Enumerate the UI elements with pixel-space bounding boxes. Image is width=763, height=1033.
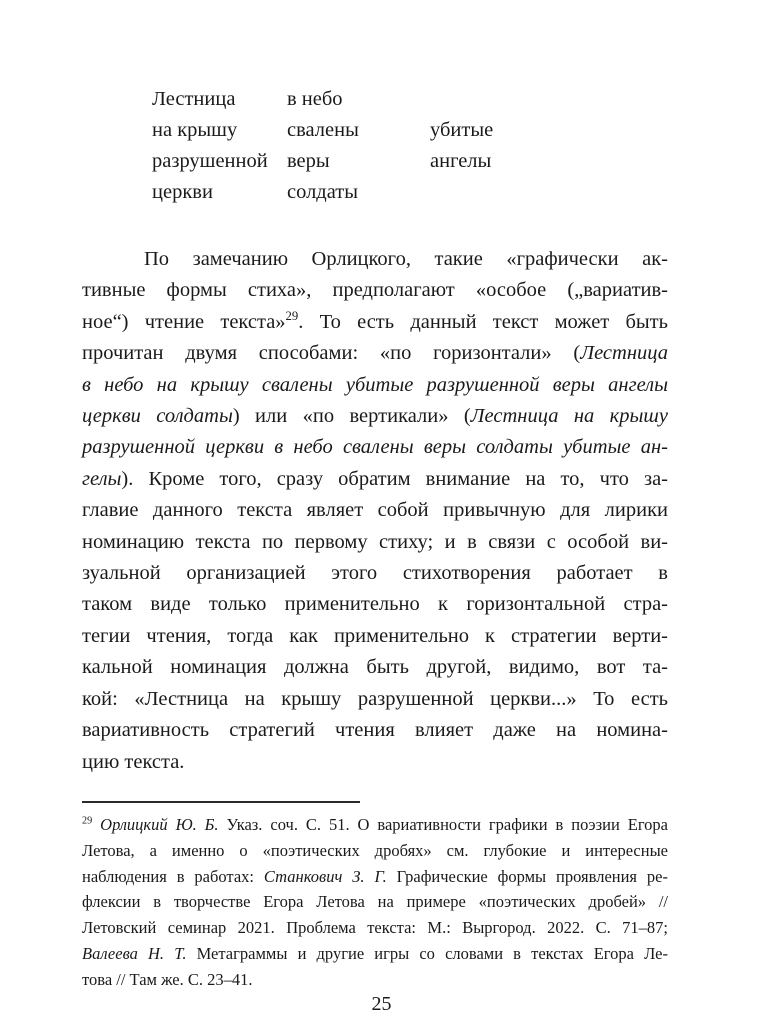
- text-run: зуальной организацией этого стихотворения работает в: [82, 562, 668, 585]
- text-line: [82, 684, 668, 715]
- text-run: ). Кроме того, сразу обратим внимание на то, что за-: [121, 467, 668, 490]
- text-line: [82, 338, 668, 369]
- text-run: [92, 815, 100, 834]
- text-run: кой: «Лестница на крышу разрушенной церкви...» То есть: [82, 687, 668, 710]
- poem-word: Лестница: [152, 88, 236, 110]
- footnote-marker: 29: [82, 815, 93, 827]
- text-line: [82, 370, 668, 401]
- text-line: [82, 244, 668, 275]
- poem-word: в небо: [287, 88, 343, 110]
- text-run: наблюдения в работах:: [82, 866, 264, 886]
- text-run: разрушенной церкви в небо свалены веры солдаты убитые ан-: [82, 436, 668, 459]
- text-run: таком виде только применительно к горизонтальной стра-: [82, 593, 668, 616]
- text-line: [82, 747, 668, 778]
- footnote-text: [82, 812, 668, 993]
- text-line: [82, 838, 668, 864]
- text-run: По замечанию Орлицкого, такие «графически ак-: [144, 248, 668, 270]
- poem-word: церкви: [152, 181, 213, 203]
- text-line: [82, 915, 668, 941]
- body-paragraph: [82, 244, 668, 778]
- text-line: [82, 275, 668, 306]
- text-run: гелы: [82, 467, 122, 490]
- poem-word: солдаты: [287, 181, 359, 203]
- text-line: [82, 889, 668, 915]
- poem-word: убитые: [430, 119, 494, 141]
- footnote-separator: [82, 801, 360, 803]
- text-line: [82, 941, 668, 967]
- text-run: цию текста.: [82, 750, 185, 773]
- poem-word: разрушенной: [152, 150, 268, 172]
- text-run: Метаграммы и другие игры со словами в текстах Егора Ле-: [186, 943, 668, 963]
- footnote-marker: 29: [285, 308, 299, 323]
- poem-word: [430, 177, 493, 208]
- text-run: тегии чтения, тогда как применительно к стратегии верти-: [82, 624, 668, 647]
- text-line: [82, 495, 668, 526]
- poem-row: [152, 146, 493, 177]
- text-run: Летова, а именно о «поэтических дробях» см. глубокие и интересные: [82, 840, 668, 860]
- text-run: Станкович З. Г.: [263, 866, 387, 886]
- text-line: [82, 812, 668, 838]
- text-line: [82, 432, 668, 463]
- text-line: [82, 401, 668, 432]
- text-line: [82, 589, 668, 620]
- text-run: Лестница: [580, 342, 668, 365]
- text-run: ное“) чтение текста»: [82, 310, 286, 333]
- text-line: [82, 967, 668, 993]
- text-run: церкви солдаты: [82, 405, 233, 428]
- poem-word: веры: [287, 150, 330, 172]
- poem-word: [430, 84, 493, 115]
- text-run: Летовский семинар 2021. Проблема текста: М.: Выргород. 2022. С. 71–87;: [82, 918, 668, 938]
- poem-row: [152, 115, 493, 146]
- text-run: флексии в творчестве Егора Летова на примере «поэтических дробей» //: [82, 892, 668, 912]
- text-run: в небо на крышу свалены убитые разрушенной веры ангелы: [82, 373, 668, 396]
- text-line: [82, 652, 668, 683]
- text-line: [82, 307, 668, 338]
- page-number: 25: [371, 993, 392, 1015]
- text-run: Указ. соч. С. 51. О вариативности графики в поэзии Егора: [218, 815, 669, 834]
- text-run: номинацию текста по первому стиху; и в связи с особой ви-: [82, 530, 668, 553]
- text-run: това // Там же. С. 23–41.: [82, 969, 253, 989]
- poem-row: [152, 177, 493, 208]
- poem-word: на крышу: [152, 119, 238, 141]
- poem-word: свалены: [287, 119, 359, 141]
- text-line: [82, 864, 668, 890]
- text-run: тивные формы стиха», предполагают «особое („вариатив-: [82, 279, 668, 302]
- text-line: [82, 558, 668, 589]
- text-run: прочитан двумя способами: «по горизонтали» (: [82, 342, 581, 365]
- poem-word: ангелы: [430, 150, 492, 172]
- text-run: Орлицкий Ю. Б.: [100, 815, 219, 834]
- text-line: [82, 464, 668, 495]
- text-run: Лестница на крышу: [470, 405, 668, 428]
- poem-row: [152, 84, 493, 115]
- text-run: вариативность стратегий чтения влияет даже на номина-: [82, 719, 668, 742]
- text-run: ) или «по вертикали» (: [232, 405, 471, 428]
- text-run: главие данного текста являет собой привычную для лирики: [82, 499, 668, 522]
- poem-block: [152, 84, 493, 208]
- text-run: . То есть данный текст может быть: [298, 310, 668, 333]
- text-line: [82, 527, 668, 558]
- text-run: Графические формы проявления ре-: [386, 866, 668, 886]
- text-run: кальной номинация должна быть другой, видимо, вот та-: [82, 656, 668, 679]
- text-line: [82, 715, 668, 746]
- text-run: Валеева Н. Т.: [82, 943, 187, 963]
- text-line: [82, 621, 668, 652]
